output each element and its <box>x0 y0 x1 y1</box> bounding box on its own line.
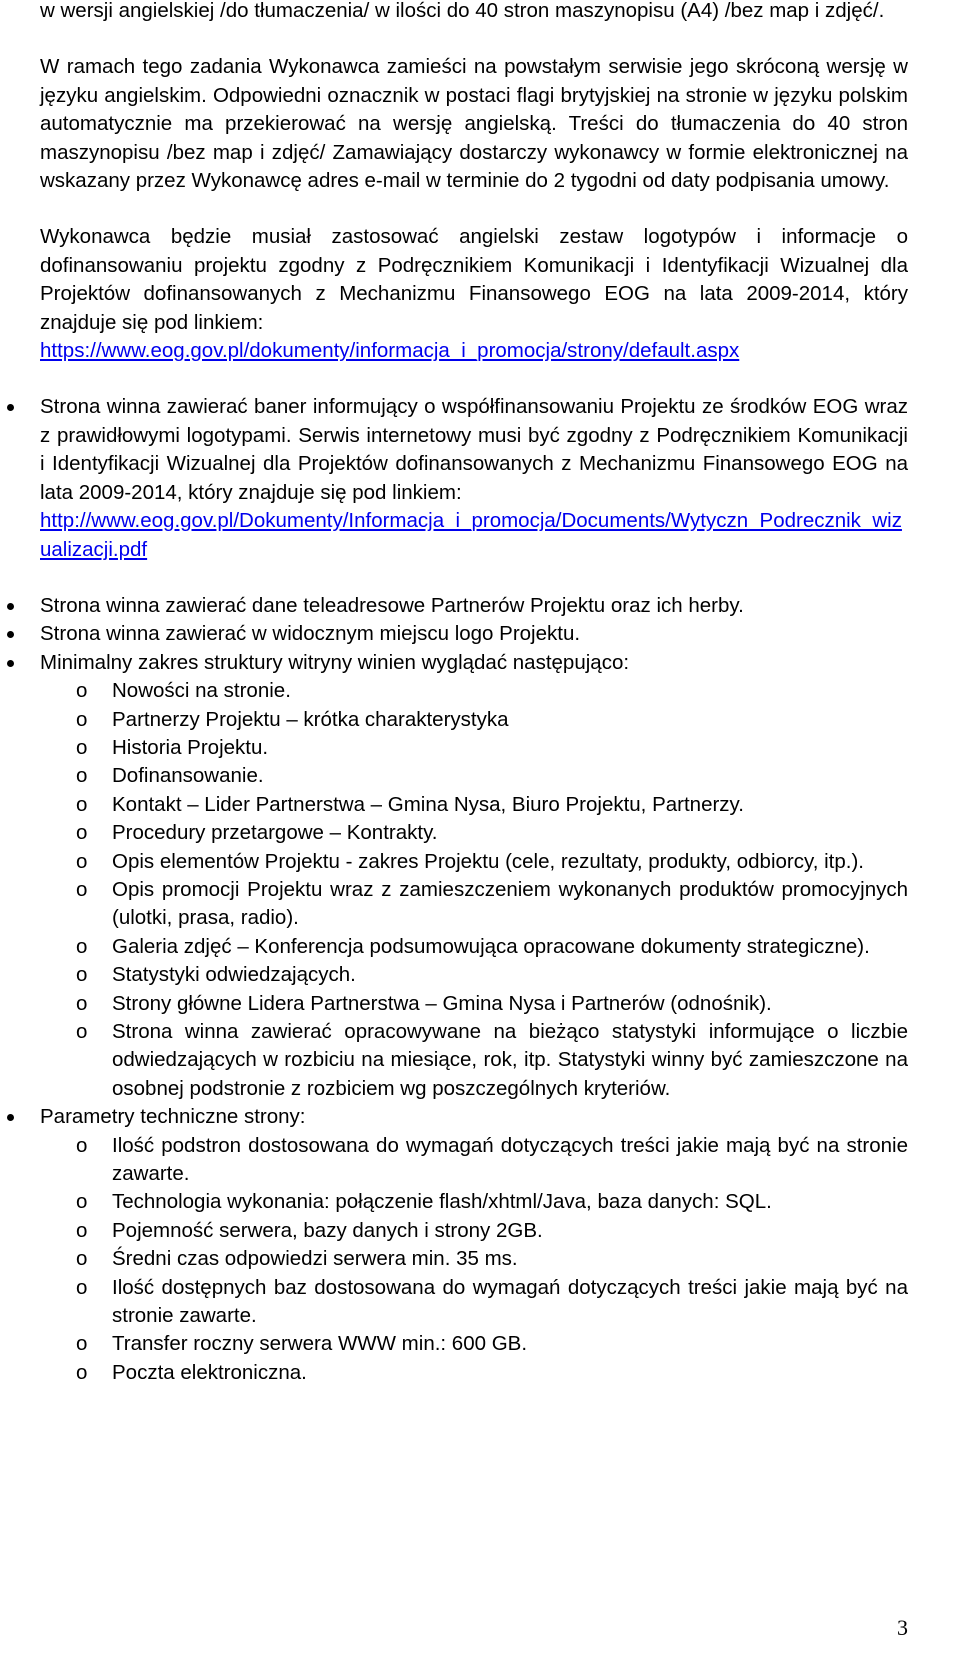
technical-item <box>40 1359 908 1387</box>
logo-text: Strona winna zawierać w widocznym miejscu logo Projektu. <box>40 622 581 646</box>
structure-item <box>40 990 908 1018</box>
structure-item <box>40 961 908 989</box>
structure-item <box>40 677 908 705</box>
sub-bullet-marker: o <box>76 679 88 703</box>
sub-bullet-marker: o <box>76 934 88 958</box>
structure-item-text: Partnerzy Projektu – krótka charakterystyka <box>112 707 509 731</box>
structure-item-text: Opis elementów Projektu - zakres Projektu (cele, rezultaty, produkty, odbiorcy, itp.). <box>112 849 864 873</box>
sub-bullet-marker: o <box>76 877 88 901</box>
list-item-partners <box>40 592 908 620</box>
technical-item <box>40 1188 908 1216</box>
sub-bullet-marker: o <box>76 707 88 731</box>
bullet-icon <box>7 660 14 667</box>
technical-item-text: Ilość podstron dostosowana do wymagań dotyczących treści jakie mają być na stronie zawarte. <box>112 1133 908 1186</box>
bullet-icon <box>7 631 14 638</box>
list-item-banner <box>40 393 908 563</box>
structure-item <box>40 1018 908 1103</box>
sub-bullet-marker: o <box>76 991 88 1015</box>
structure-item <box>40 734 908 762</box>
structure-item <box>40 848 908 876</box>
structure-item-text: Statystyki odwiedzających. <box>112 963 356 987</box>
sub-bullet-marker: o <box>76 1332 88 1356</box>
structure-item-text: Nowości na stronie. <box>112 679 291 703</box>
structure-item-text: Historia Projektu. <box>112 735 269 759</box>
sub-bullet-marker: o <box>76 821 88 845</box>
sub-bullet-marker: o <box>76 1133 88 1157</box>
page-number: 3 <box>897 1615 908 1640</box>
document-page <box>40 0 908 1387</box>
structure-item <box>40 819 908 847</box>
technical-item-text: Średni czas odpowiedzi serwera min. 35 ms. <box>112 1247 518 1271</box>
technical-item-text: Poczta elektroniczna. <box>112 1360 307 1384</box>
eog-promocja-link[interactable]: https://www.eog.gov.pl/dokumenty/informacja_i_promocja/strony/default.aspx <box>40 339 740 363</box>
sub-bullet-marker: o <box>76 764 88 788</box>
structure-sublist <box>40 677 908 1103</box>
partners-text: Strona winna zawierać dane teleadresowe Partnerów Projektu oraz ich herby. <box>40 593 744 617</box>
technical-item-text: Technologia wykonania: połączenie flash/xhtml/Java, baza danych: SQL. <box>112 1190 772 1214</box>
list-item-technical <box>40 1103 908 1387</box>
structure-item-text: Galeria zdjęć – Konferencja podsumowująca opracowane dokumenty strategiczne). <box>112 934 870 958</box>
technical-sublist <box>40 1132 908 1388</box>
sub-bullet-marker: o <box>76 792 88 816</box>
technical-item-text: Pojemność serwera, bazy danych i strony 2GB. <box>112 1218 543 1242</box>
technical-item <box>40 1132 908 1189</box>
list-item-logo <box>40 620 908 648</box>
bullet-icon <box>7 1114 14 1121</box>
technical-item-text: Transfer roczny serwera WWW min.: 600 GB. <box>112 1332 528 1356</box>
technical-item <box>40 1217 908 1245</box>
paragraph-english-version: w wersji angielskiej /do tłumaczenia/ w ilości do 40 stron maszynopisu (A4) /bez map i zdjęć/. <box>40 0 885 22</box>
structure-text: Minimalny zakres struktury witryny winien wyglądać następująco: <box>40 650 630 674</box>
requirements-list-2 <box>40 592 908 1387</box>
sub-bullet-marker: o <box>76 1218 88 1242</box>
sub-bullet-marker: o <box>76 1275 88 1299</box>
technical-item <box>40 1245 908 1273</box>
banner-text: Strona winna zawierać baner informujący o współfinansowaniu Projektu ze środków EOG wraz z prawidłowymi logotypami. Serwis internetowy musi być zgodny z Podręcznikiem Komunikacji i Identyfikacji Wizualnej dla Projektów dofinansowanych z Mechanizmu Finansowego EOG na lata 2009-2014, który znajduje się pod linkiem: <box>40 395 908 504</box>
list-item-structure <box>40 649 908 1104</box>
structure-item <box>40 876 908 933</box>
requirements-list <box>40 393 908 563</box>
structure-item <box>40 791 908 819</box>
sub-bullet-marker: o <box>76 1360 88 1384</box>
structure-item-text: Dofinansowanie. <box>112 764 264 788</box>
sub-bullet-marker: o <box>76 1020 88 1043</box>
sub-bullet-marker: o <box>76 849 88 873</box>
sub-bullet-marker: o <box>76 1247 88 1271</box>
bullet-icon <box>7 404 14 411</box>
bullet-icon <box>7 603 14 610</box>
technical-item <box>40 1274 908 1331</box>
technical-item-text: Ilość dostępnych baz dostosowana do wymagań dotyczących treści jakie mają być na stronie zawarte. <box>112 1275 908 1328</box>
paragraph-english-translation: W ramach tego zadania Wykonawca zamieści na powstałym serwisie jego skróconą wersję w języku angielskim. Odpowiedni oznacznik w postaci flagi brytyjskiej na stronie w języku polskim automatycznie ma przekierować na wersję angielską. Treści do tłumaczenia do 40 stron maszynopisu /bez map i zdjęć/ Zamawiający dostarczy wykonawcy w formie elektronicznej na wskazany przez Wykonawcę adres e-mail w terminie do 2 tygodni od daty podpisania umowy. <box>40 55 908 193</box>
technical-text: Parametry techniczne strony: <box>40 1105 306 1129</box>
structure-item-text: Procedury przetargowe – Kontrakty. <box>112 821 438 845</box>
structure-item-text: Kontakt – Lider Partnerstwa – Gmina Nysa, Biuro Projektu, Partnerzy. <box>112 792 744 816</box>
structure-item-text: Strona winna zawierać opracowywane na bieżąco statystyki informujące o liczbie odwiedzających w rozbiciu na miesiące, rok, itp. Statystyki winny być zamieszczone na osobnej podstronie z rozbiciem wg poszczególnych kryteriów. <box>112 1020 908 1100</box>
paragraph-logotypes-text: Wykonawca będzie musiał zastosować angielski zestaw logotypów i informacje o dofinansowaniu projektu zgodny z Podręcznikiem Komunikacji i Identyfikacji Wizualnej dla Projektów dofinansowanych z Mechanizmu Finansowego EOG na lata 2009-2014, który znajduje się pod linkiem: <box>40 225 908 334</box>
structure-item-text: Opis promocji Projektu wraz z zamieszczeniem wykonanych produktów promocyjnych (ulotki, prasa, radio). <box>112 877 908 930</box>
structure-item-text: Strony główne Lidera Partnerstwa – Gmina Nysa i Partnerów (odnośnik). <box>112 991 772 1015</box>
sub-bullet-marker: o <box>76 735 88 759</box>
sub-bullet-marker: o <box>76 1190 88 1214</box>
structure-item <box>40 706 908 734</box>
technical-item <box>40 1330 908 1358</box>
sub-bullet-marker: o <box>76 963 88 987</box>
structure-item <box>40 933 908 961</box>
eog-wytyczne-link[interactable]: http://www.eog.gov.pl/Dokumenty/Informacja_i_promocja/Documents/Wytyczn_Podrecznik_wizualizacji.pdf <box>40 509 902 561</box>
paragraph-logotypes <box>40 223 908 365</box>
structure-item <box>40 762 908 790</box>
